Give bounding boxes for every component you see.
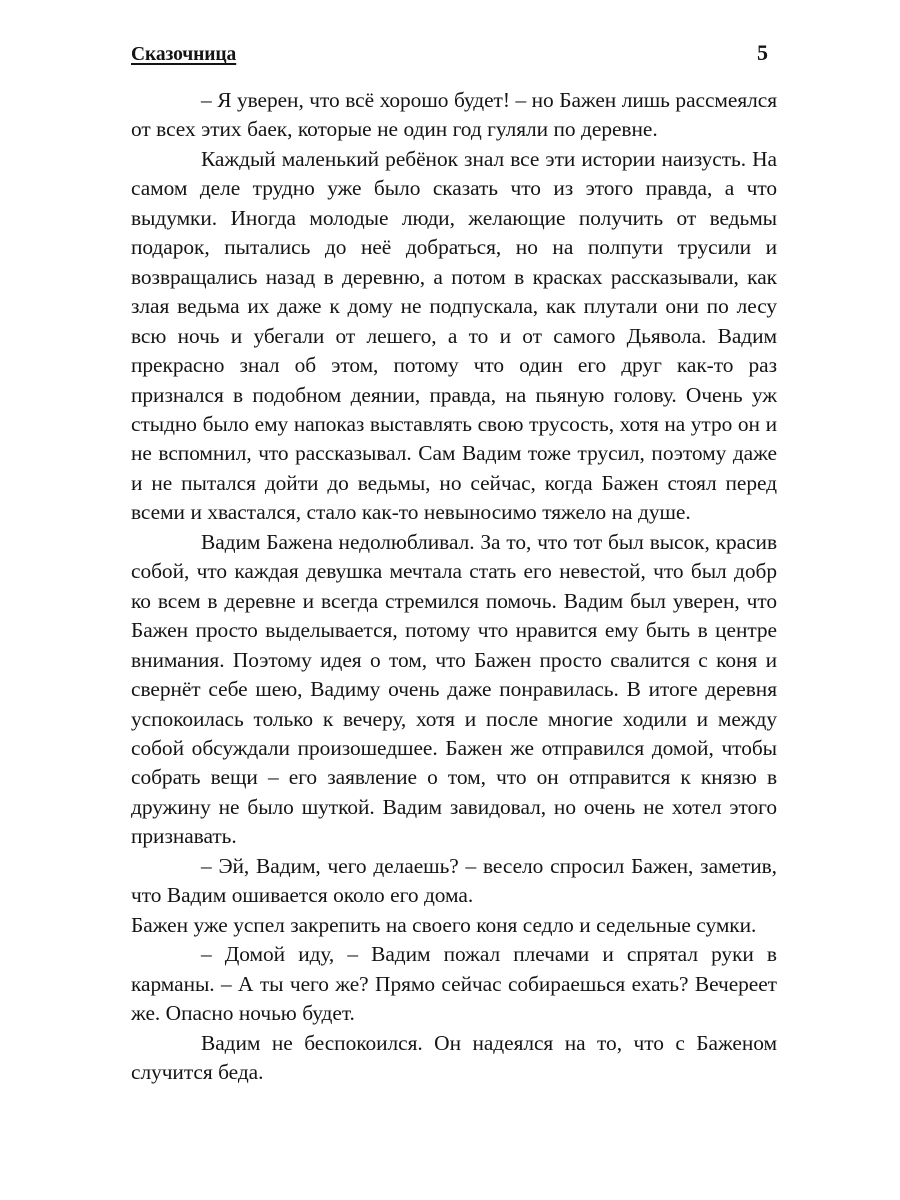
running-head-title: Сказочница: [131, 44, 237, 65]
paragraph: – Я уверен, что всё хорошо будет! – но Бажен лишь рассмеялся от всех этих баек, которые не один год гуляли по деревне.: [131, 88, 777, 142]
paragraph: – Домой иду, – Вадим пожал плечами и спрятал руки в карманы. – А ты чего же? Прямо сейчас собираешься ехать? Вечереет же. Опасно ночью будет.: [131, 942, 777, 1026]
body-text: [131, 86, 777, 1087]
paragraph: Каждый маленький ребёнок знал все эти истории наизусть. На самом деле трудно уже было сказать что из этого правда, а что выдумки. Иногда молодые люди, желающие получить от ведьмы подарок, пытались до неё добраться, но на полпути трусили и возвращались назад в деревню, а потом в красках рассказывали, как злая ведьма их даже к дому не подпускала, как плутали они по лесу всю ночь и убегали от лешего, а то и от самого Дьявола. Вадим прекрасно знал об этом, потому что один его друг как-то раз признался в подобном деянии, правда, на пьяную голову. Очень уж стыдно было ему напоказ выставлять свою трусость, хотя на утро он и не вспомнил, что рассказывал. Сам Вадим тоже трусил, поэтому даже и не пытался дойти до ведьмы, но сейчас, когда Бажен стоял перед всеми и хвастался, стало как-то невыносимо тяжело на душе.: [131, 146, 777, 525]
paragraph: Вадим не беспокоился. Он надеялся на то, что с Баженом случится беда.: [131, 1030, 777, 1084]
page-number: 5: [757, 40, 768, 65]
paragraph: – Эй, Вадим, чего делаешь? – весело спросил Бажен, заметив, что Вадим ошивается около его дома.: [131, 853, 777, 908]
paragraph: Вадим Бажена недолюбливал. За то, что тот был высок, красив собой, что каждая девушка мечтала стать его невестой, что был добр ко всем в деревне и всегда стремился помочь. Вадим был уверен, что Бажен просто выделывается, потому что нравится ему быть в центре внимания. Поэтому идея о том, что Бажен просто свалится с коня и свернёт себе шею, Вадиму очень даже понравилась. В итоге деревня успокоилась только к вечеру, хотя и после многие ходили и между собой обсуждали произошедшее. Бажен же отправился домой, чтобы собрать вещи – его заявление о том, что он отправится к князю в дружину не было шуткой. Вадим завидовал, но очень не хотел этого признавать.: [131, 529, 777, 849]
running-head: [131, 40, 776, 70]
paragraph: Бажен уже успел закрепить на своего коня седло и седельные сумки.: [131, 912, 757, 937]
